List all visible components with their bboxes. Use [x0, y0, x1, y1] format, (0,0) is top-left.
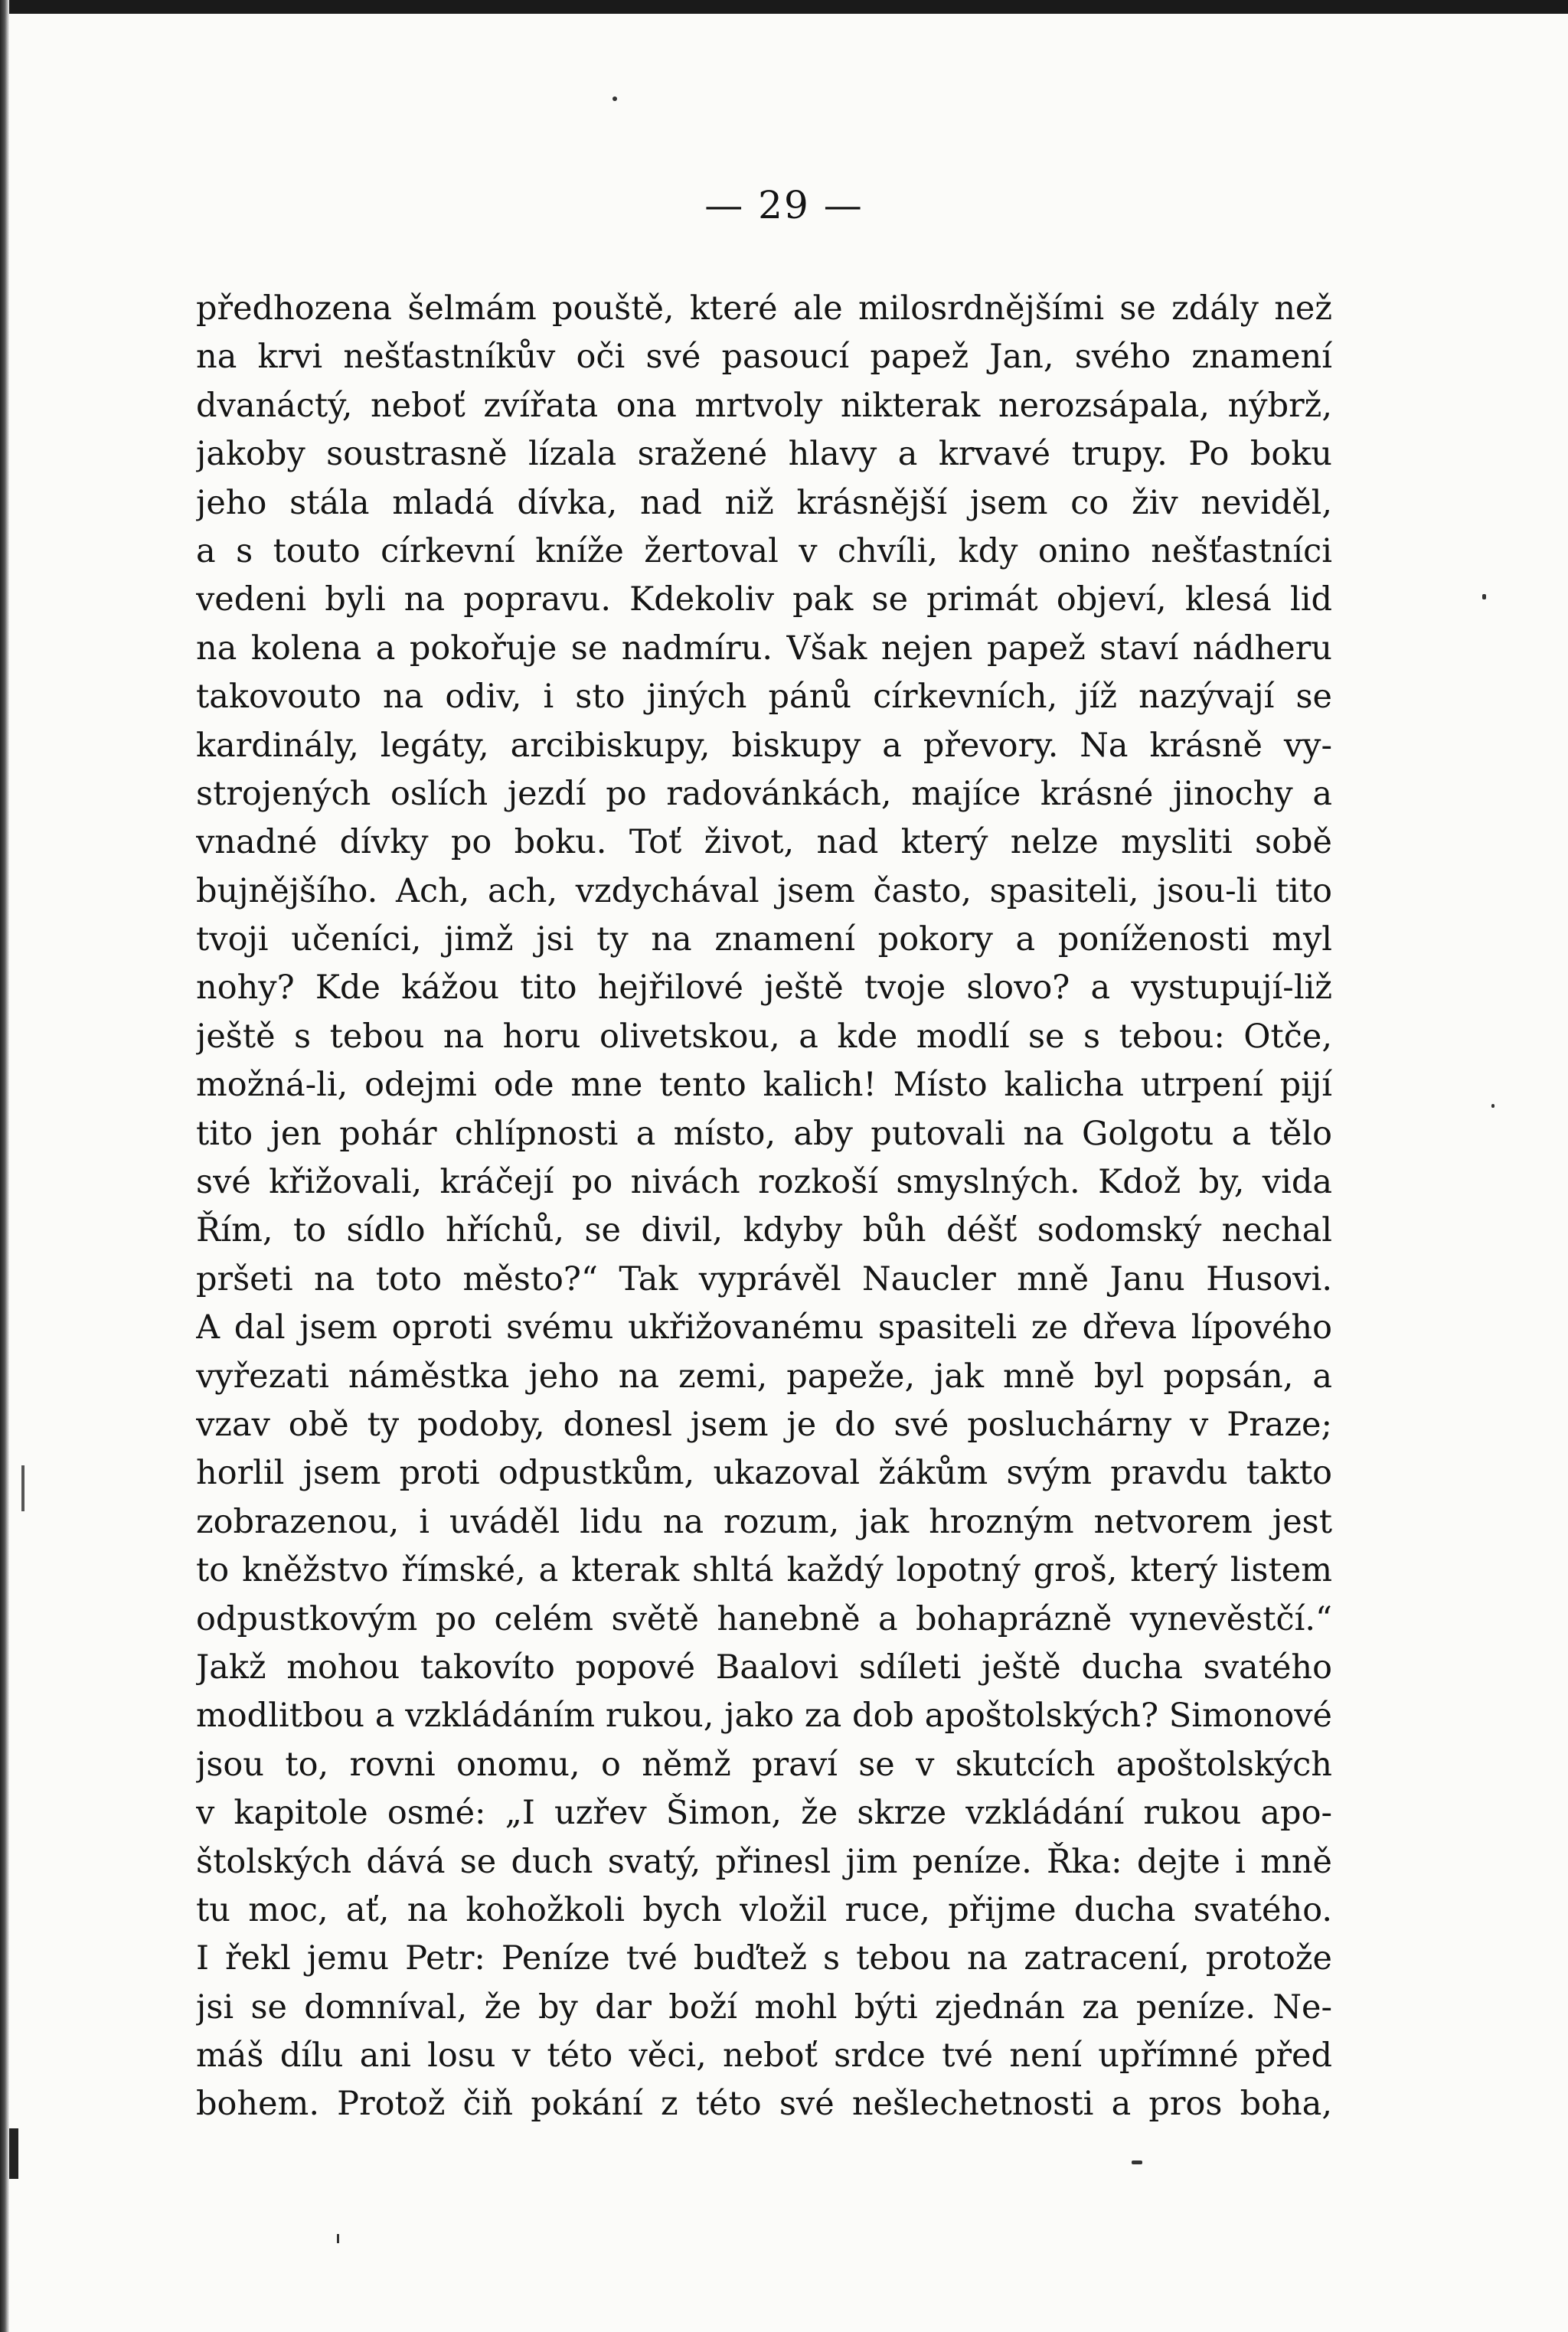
text-line: předhozena šelmám pouště, které ale milosrdnějšími se zdály než — [196, 289, 1332, 328]
text-line: bohem. Protož čiň pokání z této své nešlechetnosti a pros boha, — [196, 2085, 1332, 2124]
text-line: strojených oslích jezdí po radovánkách, majíce krásné jinochy a — [196, 774, 1332, 813]
text-line: zobrazenou, i uváděl lidu na rozum, jak hrozným netvorem jest — [196, 1502, 1332, 1541]
text-line: tito jen pohár chlípnosti a místo, aby putovali na Golgotu a tělo — [196, 1114, 1332, 1153]
text-line: ještě s tebou na horu olivetskou, a kde modlí se s tebou: Otče, — [196, 1017, 1332, 1056]
text-line: máš dílu ani losu v této věci, neboť srdce tvé není upřímné před — [196, 2036, 1332, 2076]
text-line: na krvi nešťastníkův oči své pasoucí papež Jan, svého znamení — [196, 338, 1332, 377]
text-line: I řekl jemu Petr: Peníze tvé buďtež s tebou na zatracení, protože — [196, 1939, 1332, 1978]
text-line: takovouto na odiv, i sto jiných pánů církevních, jíž nazývají se — [196, 678, 1332, 717]
scan-speck — [1132, 2161, 1142, 2164]
text-line: pršeti na toto město?“ Tak vyprávěl Naucler mně Janu Husovi. — [196, 1259, 1332, 1298]
scan-speck — [612, 96, 617, 101]
text-line: v kapitole osmé: „I uzřev Šimon, že skrze vzkládání rukou apo- — [196, 1794, 1332, 1833]
text-line: na kolena a pokořuje se nadmíru. Však nejen papež staví nádheru — [196, 629, 1332, 668]
text-line: a s touto církevní kníže žertoval v chvíli, kdy onino nešťastníci — [196, 531, 1332, 570]
text-line: bujnějšího. Ach, ach, vzdychával jsem často, spasiteli, jsou-li tito — [196, 871, 1332, 910]
text-line: Jakž mohou takovíto popové Baalovi sdíleti ještě ducha svatého — [196, 1648, 1332, 1687]
text-line: A dal jsem oproti svému ukřižovanému spasiteli ze dřeva lípového — [196, 1308, 1332, 1347]
text-line: jsi se domníval, že by dar boží mohl býti zjednán za peníze. Ne- — [196, 1987, 1332, 2027]
scan-speck — [21, 1465, 24, 1511]
text-line: modlitbou a vzkládáním rukou, jako za dob apoštolských? Simonové — [196, 1697, 1332, 1736]
scan-speck — [337, 2234, 339, 2243]
text-line: své křižovali, kráčejí po nivách rozkoší smyslných. Kdož by, vida — [196, 1163, 1332, 1202]
page-number: — 29 — — [704, 183, 864, 227]
scan-speck — [1491, 1104, 1494, 1108]
scan-speck — [9, 2128, 18, 2179]
text-line: tvoji učeníci, jimž jsi ty na znamení pokory a poníženosti myl — [196, 920, 1332, 959]
text-line: jeho stála mladá dívka, nad niž krásnější jsem co živ neviděl, — [196, 483, 1332, 522]
text-line: Řím, to sídlo hříchů, se divil, kdyby bůh déšť sodomský nechal — [196, 1211, 1332, 1250]
text-line: horlil jsem proti odpustkům, ukazoval žákům svým pravdu takto — [196, 1454, 1332, 1493]
scan-left-edge — [0, 0, 9, 2332]
text-line: vnadné dívky po boku. Toť život, nad který nelze mysliti sobě — [196, 823, 1332, 862]
text-line: nohy? Kde kážou tito hejřilové ještě tvoje slovo? a vystupují-liž — [196, 968, 1332, 1008]
scan-speck — [1482, 594, 1486, 599]
text-line: tu moc, ať, na kohožkoli bych vložil ruce, přijme ducha svatého. — [196, 1890, 1332, 1929]
text-line: vzav obě ty podoby, donesl jsem je do své posluchárny v Praze; — [196, 1405, 1332, 1444]
text-line: jsou to, rovni onomu, o němž praví se v skutcích apoštolských — [196, 1745, 1332, 1784]
scan-top-edge — [0, 0, 1568, 14]
text-line: dvanáctý, neboť zvířata ona mrtvoly nikterak nerozsápala, nýbrž, — [196, 386, 1332, 425]
text-line: kardinály, legáty, arcibiskupy, biskupy a převory. Na krásně vy- — [196, 726, 1332, 765]
text-line: odpustkovým po celém světě hanebně a bohaprázně vynevěstčí.“ — [196, 1599, 1332, 1638]
text-line: jakoby soustrasně lízala sražené hlavy a krvavé trupy. Po boku — [196, 435, 1332, 474]
text-line: štolských dává se duch svatý, přinesl jim peníze. Řka: dejte i mně — [196, 1842, 1332, 1881]
text-line: vyřezati náměstka jeho na zemi, papeže, jak mně byl popsán, a — [196, 1357, 1332, 1396]
text-line: vedeni byli na popravu. Kdekoliv pak se primát objeví, klesá lid — [196, 580, 1332, 619]
text-line: to kněžstvo římské, a kterak shltá každý lopotný groš, který listem — [196, 1551, 1332, 1590]
body-text — [196, 285, 1332, 2129]
text-line: možná-li, odejmi ode mne tento kalich! Místo kalicha utrpení pijí — [196, 1066, 1332, 1105]
